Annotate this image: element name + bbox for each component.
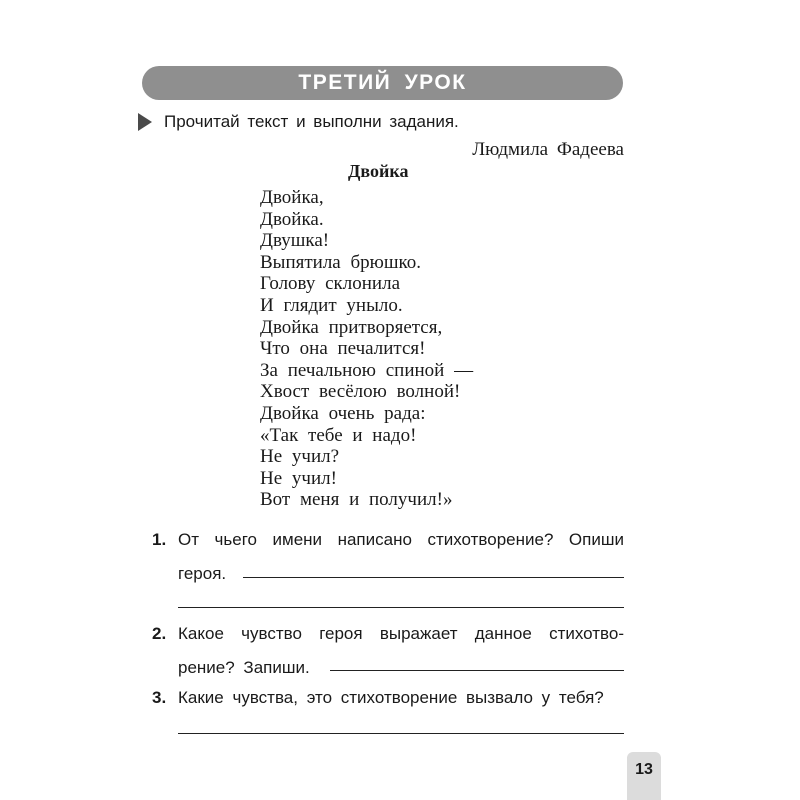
lesson-header bbox=[142, 66, 623, 100]
poem-line: Вот меня и получил!» bbox=[260, 489, 453, 511]
poem-line: Двойка очень рада: bbox=[260, 402, 426, 424]
answer-line[interactable] bbox=[330, 670, 624, 671]
poem-line: За печальною спиной — bbox=[260, 359, 474, 381]
answer-line[interactable] bbox=[178, 733, 624, 734]
poem-line: Двойка притворяется, bbox=[260, 316, 443, 338]
question-text: От чьего имени написано стихотворение? Опиши bbox=[178, 530, 624, 549]
question-text-continued: героя. bbox=[178, 564, 227, 583]
answer-line[interactable] bbox=[178, 607, 624, 608]
poem-line: «Так тебе и надо! bbox=[260, 424, 417, 446]
poem-line: Не учил? bbox=[260, 446, 340, 468]
poem-line: И глядит уныло. bbox=[260, 294, 403, 316]
poem-author: Людмила Фадеева bbox=[472, 139, 624, 160]
page-number: 13 bbox=[635, 761, 653, 778]
instruction bbox=[138, 111, 459, 133]
poem-line: Голову склонила bbox=[260, 273, 401, 295]
poem-body bbox=[260, 187, 473, 511]
question-number: 1. bbox=[152, 530, 167, 549]
lesson-title: ТРЕТИЙ УРОК bbox=[298, 71, 467, 94]
question-text: Какое чувство героя выражает данное стихотво- bbox=[178, 624, 624, 643]
poem-line: Что она печалится! bbox=[260, 338, 426, 360]
poem-line: Двушка! bbox=[260, 230, 330, 252]
answer-line[interactable] bbox=[243, 577, 624, 578]
poem-line: Хвост весёлою волной! bbox=[260, 381, 461, 403]
instruction-text: Прочитай текст и выполни задания. bbox=[164, 112, 459, 131]
page-number-tab bbox=[627, 752, 661, 800]
question-number: 2. bbox=[152, 624, 167, 643]
question-number: 3. bbox=[152, 688, 167, 707]
triangle-marker-icon bbox=[138, 113, 152, 131]
poem-line: Двойка, bbox=[260, 187, 324, 208]
poem-title: Двойка bbox=[348, 161, 409, 181]
poem-line: Выпятила брюшко. bbox=[260, 251, 421, 273]
poem-line: Не учил! bbox=[260, 467, 337, 489]
question-text-continued: рение? Запиши. bbox=[178, 658, 310, 677]
question-text: Какие чувства, это стихотворение вызвало у тебя? bbox=[178, 688, 604, 707]
poem-line: Двойка. bbox=[260, 208, 324, 230]
